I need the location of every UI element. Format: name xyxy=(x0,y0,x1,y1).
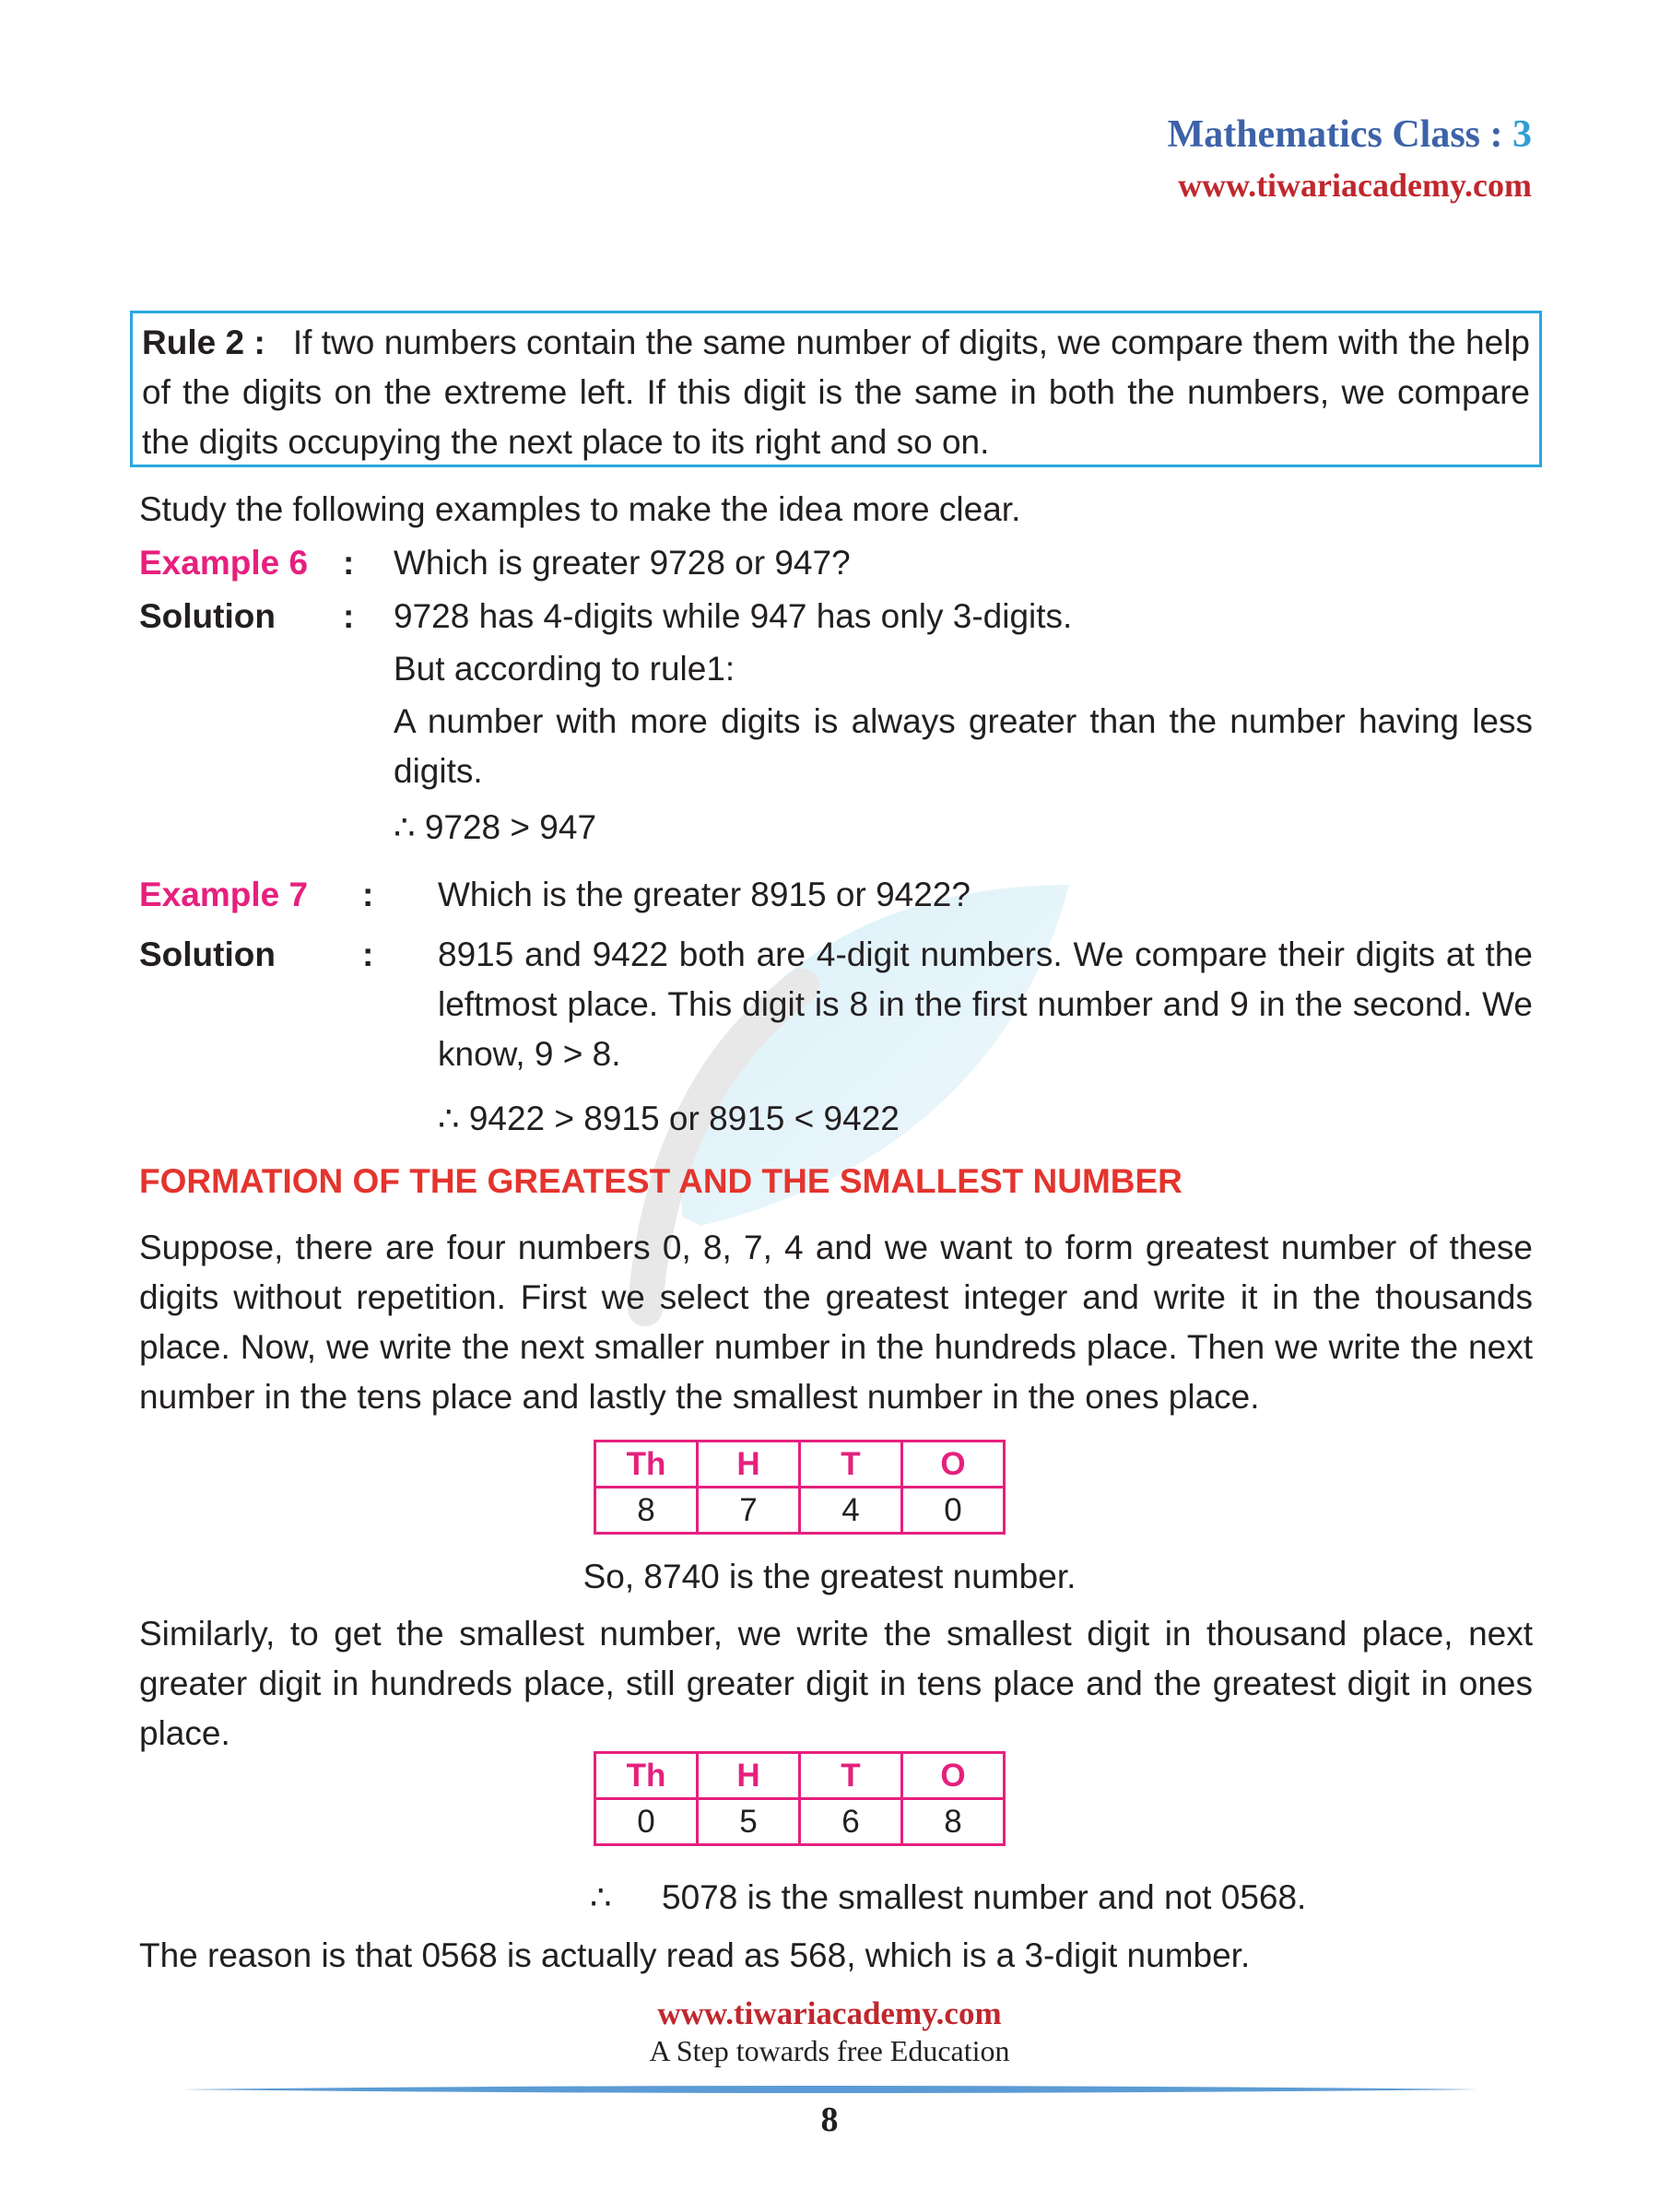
table-header-thousands: Th xyxy=(595,1753,698,1799)
table-header-hundreds: H xyxy=(698,1441,800,1488)
table-header-thousands: Th xyxy=(595,1441,698,1488)
example-6-solution-line-2: But according to rule1: xyxy=(394,650,735,688)
table-header-tens: T xyxy=(800,1753,902,1799)
rule-2-text: If two numbers contain the same number of digits, we compare them with the help of the digits on the extreme left. If this digit is the same in both the numbers, we compare the digits occupying the next place to its right and so on. xyxy=(142,324,1531,461)
table-cell: 0 xyxy=(595,1799,698,1845)
table-header-ones: O xyxy=(902,1753,1005,1799)
table-header-ones: O xyxy=(902,1441,1005,1488)
example-7-solution-text: 8915 and 9422 both are 4-digit numbers. We compare their digits at the leftmost place. This digit is 8 in the first number and 9 in the second. We know, 9 > 8. xyxy=(438,935,1533,1073)
table-header-hundreds: H xyxy=(698,1753,800,1799)
table-cell: 5 xyxy=(698,1799,800,1845)
header-url: www.tiwariacademy.com xyxy=(1178,167,1532,204)
place-value-table-greatest xyxy=(594,1440,1006,1535)
rule-2-box xyxy=(130,311,1542,467)
footer-tagline: A Step towards free Education xyxy=(649,2034,1010,2067)
example-6-label: Example 6 xyxy=(139,544,309,582)
footer-divider xyxy=(180,2085,1479,2094)
place-value-table-smallest xyxy=(594,1751,1006,1846)
result-greatest: So, 8740 is the greatest number. xyxy=(582,1558,1077,1595)
page-number: 8 xyxy=(820,2100,839,2139)
example-7-conclusion: ∴ 9422 > 8915 or 8915 < 9422 xyxy=(438,1100,900,1137)
example-7-colon: : xyxy=(362,876,374,913)
therefore-symbol: ∴ xyxy=(590,1878,612,1916)
table-header-tens: T xyxy=(800,1441,902,1488)
example-7-label: Example 7 xyxy=(139,876,309,913)
table-cell: 4 xyxy=(800,1488,902,1534)
example-7-question: Which is the greater 8915 or 9422? xyxy=(438,876,971,913)
example-6-solution-line-1: 9728 has 4-digits while 947 has only 3-digits. xyxy=(394,597,1073,635)
example-7-solution-colon: : xyxy=(362,935,374,973)
intro-text: Study the following examples to make the idea more clear. xyxy=(139,490,1021,528)
header-title: Mathematics Class : 3 xyxy=(1167,113,1532,156)
reason-text: The reason is that 0568 is actually read as 568, which is a 3-digit number. xyxy=(139,1936,1251,1974)
formation-paragraph-1: Suppose, there are four numbers 0, 8, 7, 4 and we want to form greatest number of these digits without repetition. First we select the greatest integer and write it in the thousands place. Now, we write the next smaller number in the hundreds place. Then we write the next number in the tens place and lastly the smallest number in the ones place. xyxy=(139,1229,1533,1416)
footer-url: www.tiwariacademy.com xyxy=(657,1995,1002,2031)
rule-2-label: Rule 2 : xyxy=(142,324,265,361)
table-cell: 8 xyxy=(595,1488,698,1534)
example-6-solution-line-3: A number with more digits is always greater than the number having less digits. xyxy=(394,702,1533,790)
example-6-conclusion: ∴ 9728 > 947 xyxy=(394,808,597,846)
table-cell: 8 xyxy=(902,1799,1005,1845)
table-cell: 6 xyxy=(800,1799,902,1845)
example-6-solution-colon: : xyxy=(343,597,355,635)
table-cell: 7 xyxy=(698,1488,800,1534)
formation-paragraph-2: Similarly, to get the smallest number, we write the smallest digit in thousand place, next greater digit in hundreds place, still greater digit in tens place and the greatest digit in ones place. xyxy=(139,1615,1533,1752)
example-6-solution-label: Solution xyxy=(139,597,276,635)
example-7-solution-label: Solution xyxy=(139,935,276,973)
example-6-colon: : xyxy=(343,544,355,582)
example-6-question: Which is greater 9728 or 947? xyxy=(394,544,851,582)
table-cell: 0 xyxy=(902,1488,1005,1534)
result-smallest: 5078 is the smallest number and not 0568. xyxy=(662,1878,1307,1916)
section-heading: FORMATION OF THE GREATEST AND THE SMALLEST NUMBER xyxy=(139,1162,1182,1200)
